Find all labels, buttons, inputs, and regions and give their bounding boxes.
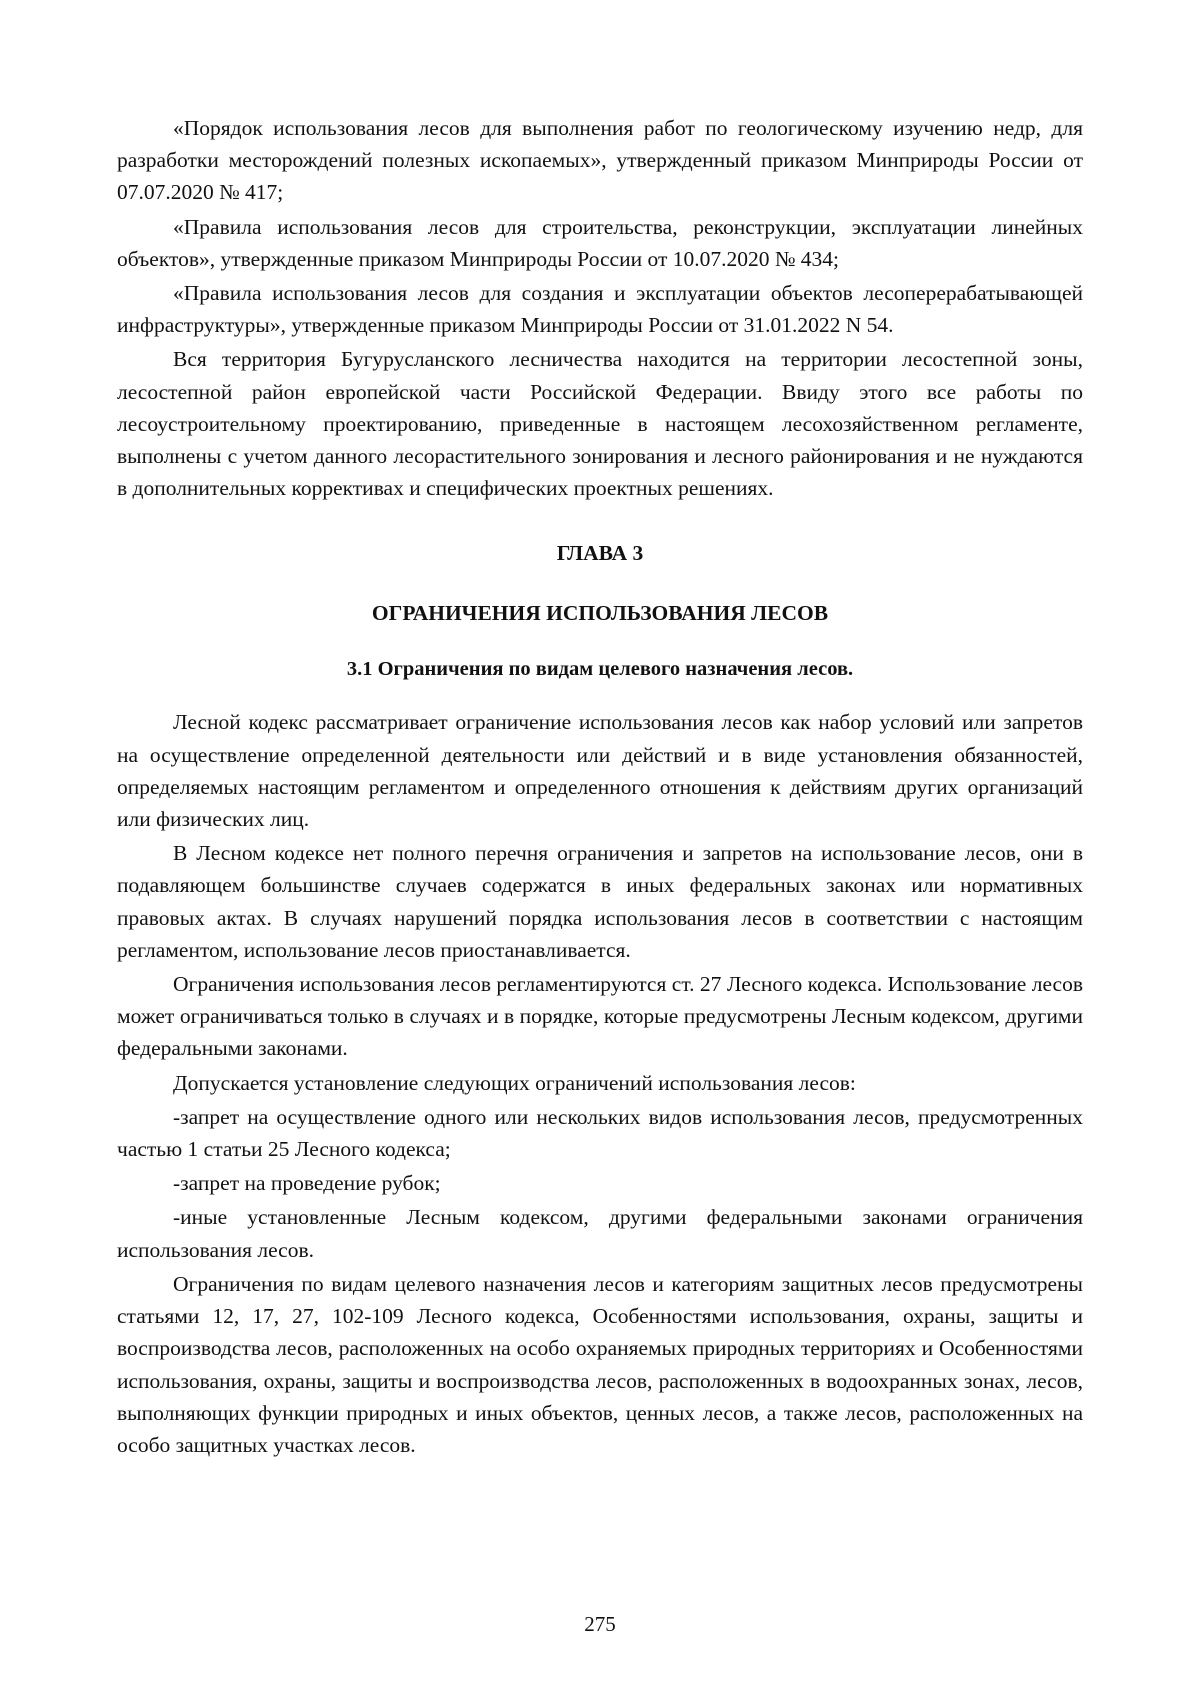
list-item-ban-usage: -запрет на осуществление одного или нескольких видов использования лесов, предусмотренных частью 1 статьи 25 Лесного кодекса;	[117, 1104, 1083, 1162]
chapter-label: ГЛАВА 3	[556, 541, 644, 566]
paragraph-article-27: Ограничения использования лесов регламентируются ст. 27 Лесного кодекса. Использование лесов может ограничиваться только в случаях и в порядке, которые предусмотрены Лесным кодексом, другими федеральными законами.	[117, 972, 1083, 1061]
list-item-ban-felling: -запрет на проведение рубок;	[173, 1171, 441, 1196]
paragraph-order-geology: «Порядок использования лесов для выполнения работ по геологическому изучению недр, для разработки месторождений полезных ископаемых», утвержденный приказом Минприроды России от 07.07.2020 № 417;	[117, 116, 1083, 205]
paragraph-territory: Вся территория Бугурусланского лесничества находится на территории лесостепной зоны, лесостепной район европейской части Российской Федерации. Ввиду этого все работы по лесоустроительному проектированию, приведенные в настоящем лесохозяйственном регламенте, выполнены с учетом данного лесорастительного зонирования и лесного районирования и не нуждаются в дополнительных коррективах и специфических проектных решениях.	[117, 347, 1083, 501]
section-title: 3.1 Ограничения по видам целевого назначения лесов.	[346, 658, 854, 681]
list-item-other: -иные установленные Лесным кодексом, другими федеральными законами ограничения использования лесов.	[117, 1205, 1083, 1262]
document-page	[117, 112, 1083, 1463]
paragraph-rules-linear-objects: «Правила использования лесов для строительства, реконструкции, эксплуатации линейных объектов», утвержденные приказом Минприроды России от 10.07.2020 № 434;	[117, 214, 1083, 271]
paragraph-no-full-list: В Лесном кодексе нет полного перечня ограничения и запретов на использование лесов, они в подавляющем большинстве случаев содержатся в иных федеральных законах или нормативных правовых актах. В случаях нарушений порядка использования лесов в соответствии с настоящим регламентом, использование лесов приостанавливается.	[117, 841, 1083, 962]
page-number: 275	[584, 1612, 616, 1636]
paragraph-allowed-restrictions: Допускается установление следующих ограничений использования лесов:	[173, 1070, 856, 1095]
chapter-title: ОГРАНИЧЕНИЯ ИСПОЛЬЗОВАНИЯ ЛЕСОВ	[371, 601, 829, 626]
paragraph-target-purpose: Ограничения по видам целевого назначения лесов и категориям защитных лесов предусмотрены статьями 12, 17, 27, 102-109 Лесного кодекса, Особенностями использования, охраны, защиты и воспроизводства лесов, расположенных на особо охраняемых природных территориях и Особенностями использования, охраны, защиты и воспроизводства лесов, расположенных в водоохранных зонах, лесов, выполняющих функции природных и иных объектов, ценных лесов, а также лесов, расположенных на особо защитных участках лесов.	[117, 1271, 1083, 1457]
paragraph-rules-wood-processing: «Правила использования лесов для создания и эксплуатации объектов лесоперерабатывающей инфраструктуры», утвержденные приказом Минприроды России от 31.01.2022 N 54.	[117, 281, 1083, 338]
paragraph-forest-code: Лесной кодекс рассматривает ограничение использования лесов как набор условий или запретов на осуществление определенной деятельности или действий и в виде установления обязанностей, определяемых настоящим регламентом и определенного отношения к действиям других организаций или физических лиц.	[117, 710, 1083, 832]
